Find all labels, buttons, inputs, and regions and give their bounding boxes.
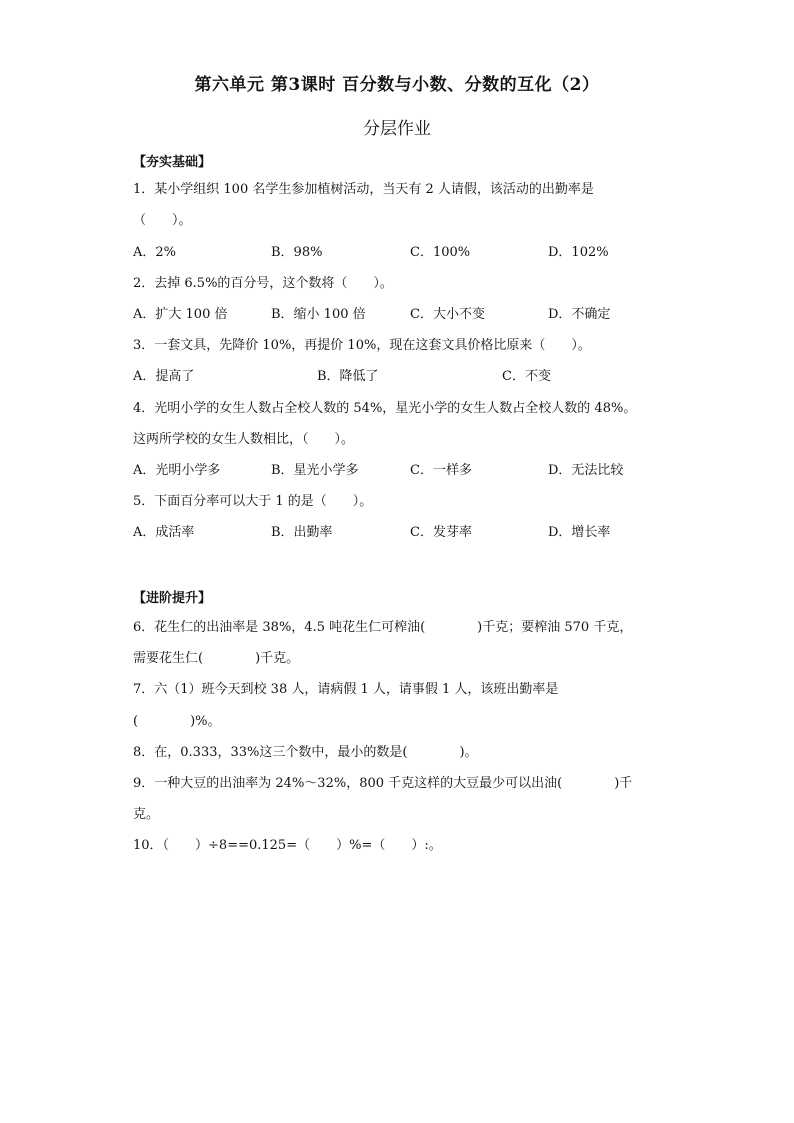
question-3-option-a: A．提高了 [133, 369, 195, 384]
question-2-option-d: D．不确定 [548, 307, 611, 322]
section-heading-basic: 【夯实基础】 [133, 155, 212, 170]
question-1-line-2: （ ）。 [133, 213, 192, 228]
question-6-line-2: 需要花生仁( )千克。 [133, 651, 300, 666]
question-9-line-2: 克。 [133, 807, 160, 822]
question-1-option-d: D．102% [548, 245, 609, 260]
question-1-option-b: B．98% [271, 245, 323, 260]
question-4-option-a: A．光明小学多 [133, 463, 221, 478]
question-5-option-c: C．发芽率 [410, 525, 472, 540]
question-4-option-d: D．无法比较 [548, 463, 624, 478]
question-5-option-a: A．成活率 [133, 525, 195, 540]
question-2-option-c: C．大小不变 [410, 307, 485, 322]
question-4-option-b: B．星光小学多 [271, 463, 359, 478]
question-5-option-d: D．增长率 [548, 525, 611, 540]
question-3-text: 3．一套文具，先降价 10%，再提价 10%，现在这套文具价格比原来（ ）。 [133, 338, 591, 353]
question-1-option-a: A．2% [133, 245, 177, 260]
page-title: 第六单元 第3课时 百分数与小数、分数的互化（2） [194, 75, 600, 95]
question-7-line-1: 7．六（1）班今天到校 38 人，请病假 1 人，请事假 1 人，该班出勤率是 [133, 682, 559, 697]
question-5-option-b: B．出勤率 [271, 525, 333, 540]
question-9-line-1: 9．一种大豆的出油率为 24%～32%，800 千克这样的大豆最少可以出油( )千 [133, 776, 633, 791]
question-7-line-2: ( )%。 [133, 714, 221, 729]
question-5-text: 5．下面百分率可以大于 1 的是（ ）。 [133, 494, 373, 509]
question-8-text: 8．在，0.333，33%这三个数中，最小的数是( )。 [133, 745, 478, 760]
question-2-option-a: A．扩大 100 倍 [133, 307, 228, 322]
question-1-option-c: C．100% [410, 245, 471, 260]
question-4-line-1: 4．光明小学的女生人数占全校人数的 54%，星光小学的女生人数占全校人数的 48%。 [133, 401, 637, 416]
question-1-line-1: 1．某小学组织 100 名学生参加植树活动，当天有 2 人请假，该活动的出勤率是 [133, 182, 594, 197]
page-subtitle: 分层作业 [363, 119, 431, 139]
question-2-text: 2．去掉 6.5%的百分号，这个数将（ ）。 [133, 276, 393, 291]
question-3-option-b: B．降低了 [317, 369, 379, 384]
question-2-option-b: B．缩小 100 倍 [271, 307, 366, 322]
section-heading-advanced: 【进阶提升】 [133, 591, 212, 606]
question-4-option-c: C．一样多 [410, 463, 472, 478]
question-3-option-c: C．不变 [502, 369, 551, 384]
question-4-line-2: 这两所学校的女生人数相比，（ ）。 [133, 432, 355, 447]
question-6-line-1: 6．花生仁的出油率是 38%，4.5 吨花生仁可榨油( )千克；要榨油 570 千克， [133, 620, 633, 635]
question-10-text: 10．（ ）÷8==0.125=（ ）%=（ ）:。 [133, 838, 442, 853]
